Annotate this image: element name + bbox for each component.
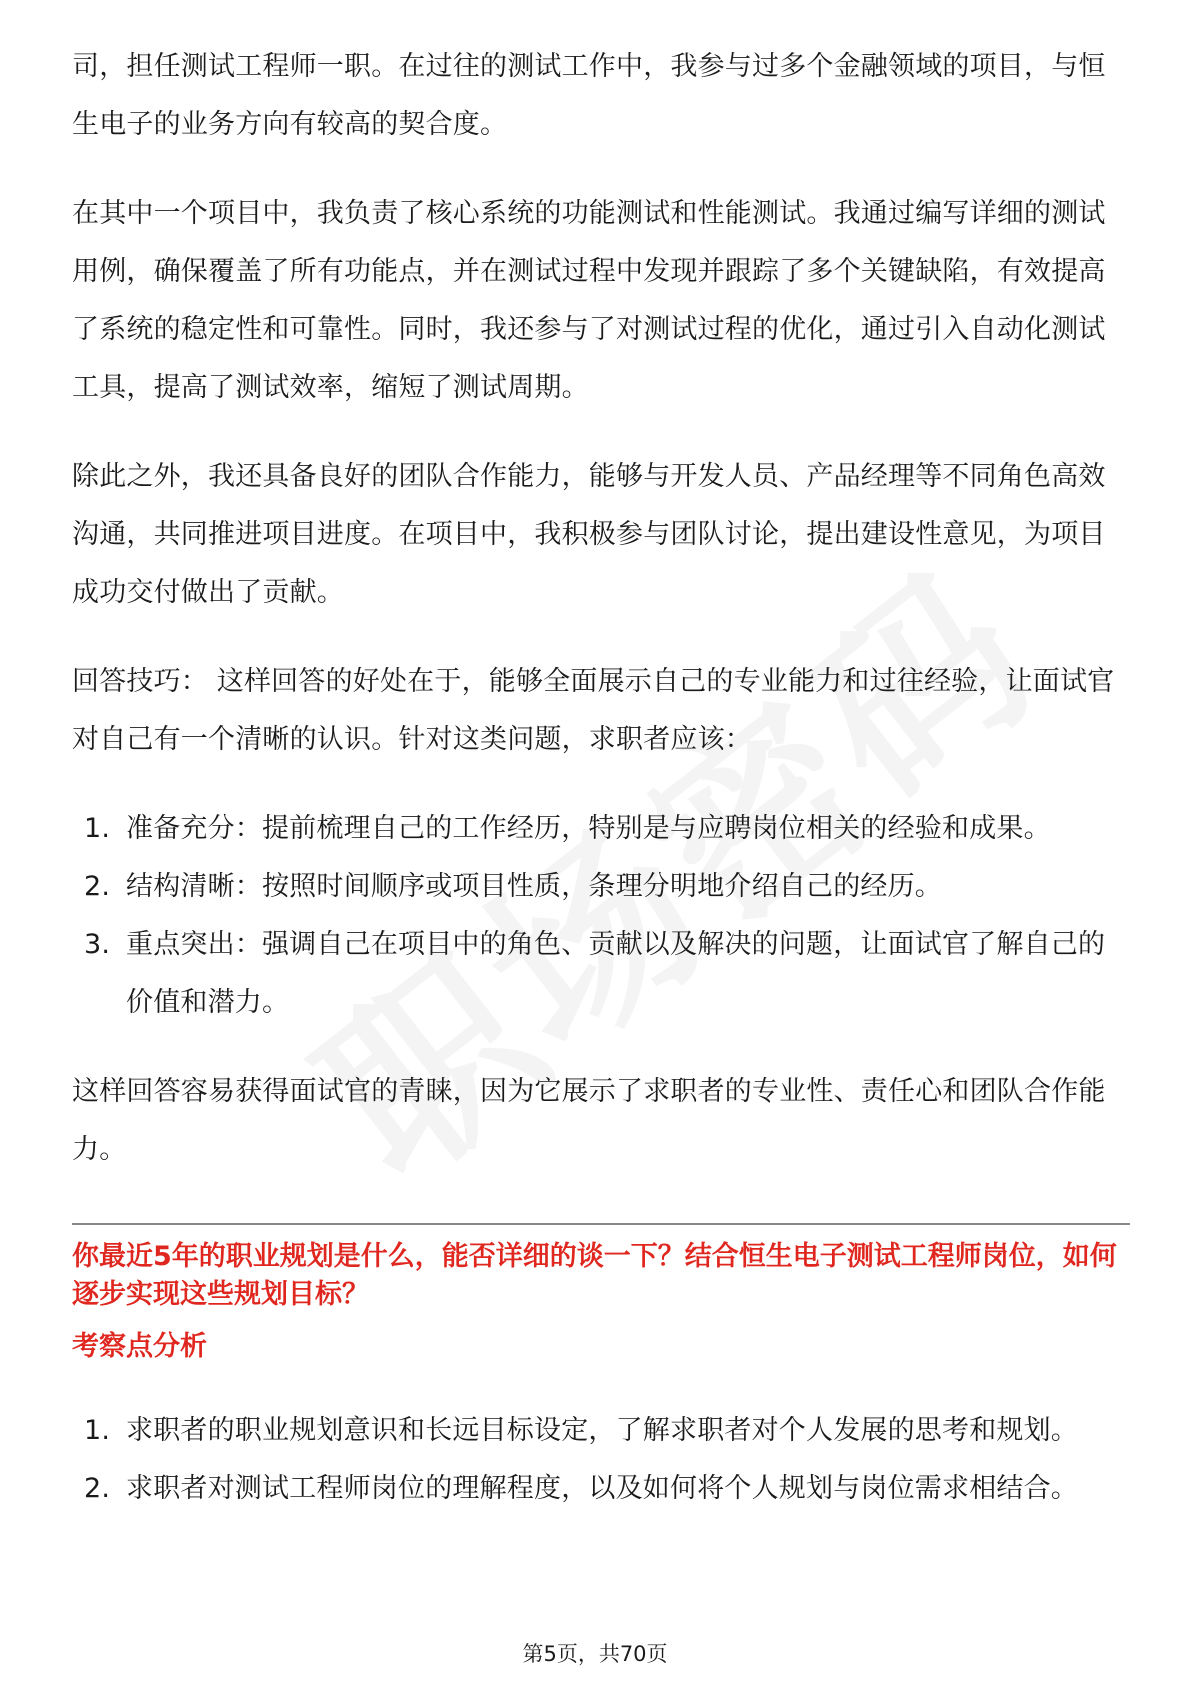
tips-intro: 回答技巧： 这样回答的好处在于，能够全面展示自己的专业能力和过往经验，让面试官对自己有一个清晰的认识。针对这类问题，求职者应该： — [72, 666, 1115, 755]
list-item — [72, 916, 1130, 1032]
list-text: 重点突出：强调自己在项目中的角色、贡献以及解决的问题，让面试官了解自己的价值和潜力。 — [126, 929, 1106, 1018]
list-text: 结构清晰：按照时间顺序或项目性质，条理分明地介绍自己的经历。 — [126, 871, 942, 902]
section-divider — [72, 1223, 1130, 1225]
list-number: 1. — [84, 813, 111, 844]
list-text: 求职者对测试工程师岗位的理解程度，以及如何将个人规划与岗位需求相结合。 — [126, 1473, 1078, 1504]
page-number: 第5页，共70页 — [522, 1642, 668, 1666]
list-item — [72, 800, 1130, 858]
answer-paragraph-3: 除此之外，我还具备良好的团队合作能力，能够与开发人员、产品经理等不同角色高效沟通，共同推进项目进度。在项目中，我积极参与团队讨论，提出建设性意见，为项目成功交付做出了贡献。 — [72, 461, 1106, 608]
list-text: 准备充分：提前梳理自己的工作经历，特别是与应聘岗位相关的经验和成果。 — [126, 813, 1051, 844]
analysis-heading: 考察点分析 — [72, 1331, 207, 1362]
list-item — [72, 858, 1130, 916]
answer-paragraph-1: 司，担任测试工程师一职。在过往的测试工作中，我参与过多个金融领域的项目，与恒生电子的业务方向有较高的契合度。 — [72, 51, 1106, 140]
list-number: 2. — [84, 1473, 111, 1504]
interview-question: 你最近5年的职业规划是什么，能否详细的谈一下？结合恒生电子测试工程师岗位，如何逐步实现这些规划目标？ — [72, 1241, 1117, 1310]
analysis-list — [72, 1402, 1130, 1518]
tips-list — [72, 800, 1130, 1032]
list-number: 3. — [84, 929, 111, 960]
list-number: 2. — [84, 871, 111, 902]
list-number: 1. — [84, 1415, 111, 1446]
list-text: 求职者的职业规划意识和长远目标设定，了解求职者对个人发展的思考和规划。 — [126, 1415, 1078, 1446]
closing-paragraph: 这样回答容易获得面试官的青睐，因为它展示了求职者的专业性、责任心和团队合作能力。 — [72, 1076, 1106, 1165]
answer-body — [72, 38, 1130, 1179]
answer-paragraph-2: 在其中一个项目中，我负责了核心系统的功能测试和性能测试。我通过编写详细的测试用例，确保覆盖了所有功能点，并在测试过程中发现并跟踪了多个关键缺陷，有效提高了系统的稳定性和可靠性。同时，我还参与了对测试过程的优化，通过引入自动化测试工具，提高了测试效率，缩短了测试周期。 — [72, 198, 1106, 403]
list-item — [72, 1460, 1130, 1518]
analysis-section — [72, 1402, 1130, 1518]
list-item — [72, 1402, 1130, 1460]
